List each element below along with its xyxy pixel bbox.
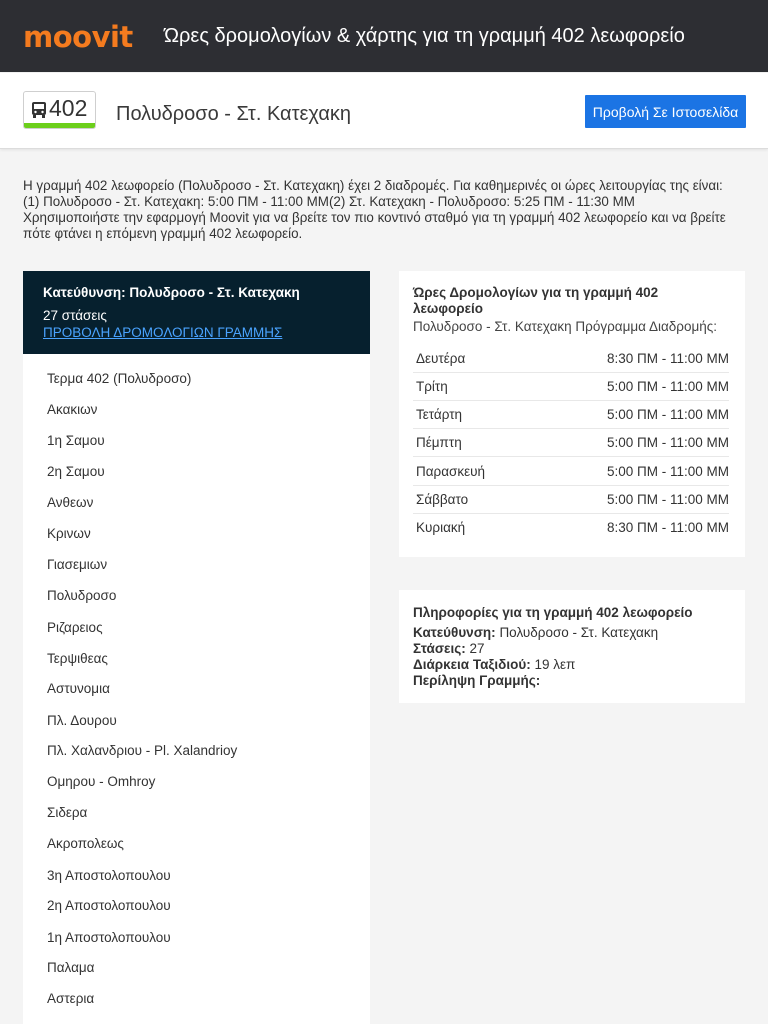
view-schedule-link[interactable]: ΠΡΟΒΟΛΗ ΔΡΟΜΟΛΟΓΙΩΝ ΓΡΑΜΜΗΣ: [43, 325, 283, 340]
line-number: 402: [49, 95, 88, 121]
stop-item[interactable]: Τερψιθεας: [47, 651, 108, 666]
line-description: [23, 178, 745, 242]
schedule-row: [413, 486, 729, 514]
info-duration-value: 19 λεπ: [534, 657, 576, 672]
schedule-row: [413, 401, 729, 429]
line-color-bar: [24, 123, 95, 128]
stop-item[interactable]: Αστυνομια: [47, 681, 110, 696]
stop-item[interactable]: Τερμα 402 (Πολυδροσο): [47, 371, 192, 386]
view-web-button[interactable]: Προβολή Σε Ιστοσελίδα: [585, 95, 746, 128]
stop-item[interactable]: Παλαμα: [47, 960, 95, 975]
schedule-day: Δευτέρα: [416, 351, 466, 366]
line-name: Πολυδροσο - Στ. Κατεχακη: [116, 103, 352, 125]
stop-item[interactable]: 2η Αποστολοπουλου: [47, 898, 171, 913]
line-info-card: [399, 590, 745, 703]
schedule-day: Πέμπτη: [416, 435, 462, 450]
stop-item[interactable]: 3η Αποστολοπουλου: [47, 868, 171, 883]
stop-item[interactable]: Πλ. Δουρου: [47, 713, 117, 728]
bus-icon: [29, 100, 49, 120]
stop-item[interactable]: Ριζαρειος: [47, 620, 103, 635]
description-line: πότε φτάνει η επόμενη γραμμή 402 λεωφορείο.: [23, 226, 303, 241]
schedule-title: Ώρες Δρομολογίων για τη γραμμή 402 λεωφορείο: [413, 285, 659, 316]
schedule-hours: 5:00 ΠΜ - 11:00 ΜΜ: [606, 464, 729, 479]
stops-list: [23, 354, 370, 1024]
stop-item[interactable]: 1η Αποστολοπουλου: [47, 930, 171, 945]
schedule-hours: 8:30 ΠΜ - 11:00 ΜΜ: [606, 520, 729, 535]
stop-item[interactable]: Ομηρου - Omhroy: [47, 774, 156, 789]
info-stops: [413, 641, 485, 656]
stop-item[interactable]: Σιδερα: [47, 805, 88, 820]
schedule-subtitle: Πολυδροσο - Στ. Κατεχακη Πρόγραμμα Διαδρομής:: [413, 319, 718, 334]
info-direction: [413, 625, 658, 640]
schedule-day: Τρίτη: [416, 379, 448, 394]
schedule-row: [413, 429, 729, 457]
schedule-card: [399, 271, 745, 557]
line-bar: [0, 73, 768, 149]
schedule-day: Τετάρτη: [416, 407, 463, 422]
stop-item[interactable]: Ακροπολεως: [47, 836, 124, 851]
moovit-logo[interactable]: moovit: [23, 20, 133, 54]
top-header: [0, 0, 768, 72]
description-line: Χρησιμοποιήστε την εφαρμογή Moovit για να βρείτε τον πιο κοντινό σταθμό για τη γραμμή 402 λεωφορείο και να βρείτε: [23, 210, 726, 225]
info-summary-label: Περίληψη Γραμμής:: [413, 673, 541, 688]
direction-title: Κατεύθυνση: Πολυδροσο - Στ. Κατεχακη: [43, 285, 300, 300]
info-title: Πληροφορίες για τη γραμμή 402 λεωφορείο: [413, 605, 693, 620]
schedule-row: [413, 373, 729, 401]
info-summary: [413, 673, 540, 688]
schedule-row: [413, 514, 729, 542]
line-badge: [23, 91, 96, 129]
stop-item[interactable]: Πολυδροσο: [47, 588, 117, 603]
schedule-hours: 5:00 ΠΜ - 11:00 ΜΜ: [606, 435, 729, 450]
description-line: Η γραμμή 402 λεωφορείο (Πολυδροσο - Στ. Κατεχακη) έχει 2 διαδρομές. Για καθημερινές οι ώρες λειτουργίας της είναι:: [23, 178, 723, 193]
stop-item[interactable]: Γιασεμιων: [47, 557, 108, 572]
stop-item[interactable]: Ακακιων: [47, 402, 98, 417]
info-stops-value: 27: [469, 641, 485, 656]
page-title: Ώρες δρομολογίων & χάρτης για τη γραμμή 402 λεωφορείο: [164, 25, 685, 47]
schedule-day: Σάββατο: [416, 492, 469, 507]
stop-item[interactable]: Αστερια: [47, 991, 95, 1006]
schedule-day: Κυριακή: [416, 520, 466, 535]
info-direction-value: Πολυδροσο - Στ. Κατεχακη: [499, 625, 659, 640]
schedule-hours: 5:00 ΠΜ - 11:00 ΜΜ: [606, 407, 729, 422]
schedule-hours: 5:00 ΠΜ - 11:00 ΜΜ: [606, 379, 729, 394]
schedule-hours: 5:00 ΠΜ - 11:00 ΜΜ: [606, 492, 729, 507]
info-duration-label: Διάρκεια Ταξιδιού:: [413, 657, 531, 672]
info-direction-label: Κατεύθυνση:: [413, 625, 496, 640]
schedule-hours: 8:30 ΠΜ - 11:00 ΜΜ: [606, 351, 729, 366]
stop-item[interactable]: Ανθεων: [47, 495, 94, 510]
schedule-row: [413, 458, 729, 486]
schedule-day: Παρασκευή: [416, 464, 486, 479]
info-stops-label: Στάσεις:: [413, 641, 466, 656]
schedule-row: [413, 345, 729, 373]
stop-item[interactable]: 2η Σαμου: [47, 464, 105, 479]
stops-count: 27 στάσεις: [43, 308, 107, 323]
stop-item[interactable]: Κρινων: [47, 526, 91, 541]
description-line: (1) Πολυδροσο - Στ. Κατεχακη: 5:00 ΠΜ - 11:00 ΜΜ(2) Στ. Κατεχακη - Πολυδροσο: 5:25 ΠΜ - 11:30 ΜΜ: [23, 194, 635, 209]
direction-header: [23, 271, 370, 354]
info-duration: [413, 657, 575, 672]
stop-item[interactable]: Πλ. Χαλανδριου - Pl. Xalandrioy: [47, 743, 238, 758]
stop-item[interactable]: 1η Σαμου: [47, 433, 105, 448]
